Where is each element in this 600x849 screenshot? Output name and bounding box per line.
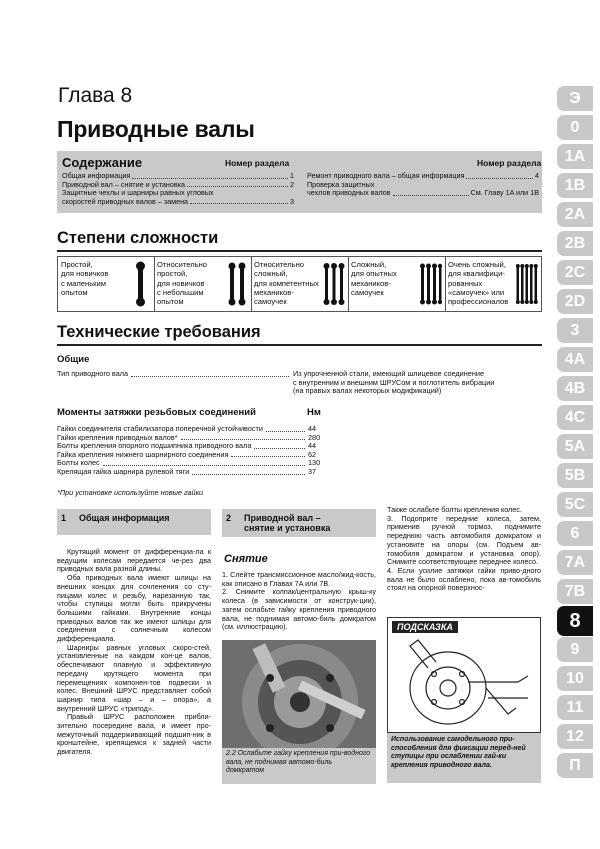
- toc-item[interactable]: скоростей приводных валов – замена 3: [62, 196, 294, 206]
- difficulty-level-5: Очень сложный, для квалифици- рованных «самоучек» или профессионалов: [445, 257, 541, 311]
- chapter-tab-11[interactable]: 11: [557, 695, 593, 720]
- spec-shaft-type: Тип приводного вала: [57, 370, 292, 379]
- torque-row: Гайки соединителя стабилизатора поперечной устойчивости 44: [57, 424, 317, 433]
- divider: [57, 250, 542, 252]
- chapter-tab-6[interactable]: 6: [557, 521, 593, 546]
- chapter-tab-2B[interactable]: 2B: [557, 231, 593, 256]
- section1-header: 1 Общая информация: [57, 509, 211, 535]
- chapter-tab-1B[interactable]: 1B: [557, 173, 593, 198]
- contents-section-label-right: Номер раздела: [477, 158, 542, 168]
- difficulty-level-2: Относительно простой, для новичков с небольшим опытом: [154, 257, 252, 311]
- spanner-icon: [420, 261, 442, 307]
- chapter-tab-5A[interactable]: 5A: [557, 434, 593, 459]
- contents-box: [57, 151, 542, 213]
- chapter-tab-8[interactable]: 8: [557, 606, 593, 636]
- photo-wheel-hub: [222, 640, 376, 748]
- torque-unit: Нм: [307, 407, 321, 418]
- chapter-label: Глава 8: [58, 84, 133, 107]
- chapter-tab-1A[interactable]: 1A: [557, 144, 593, 169]
- spanner-icon: [226, 261, 248, 307]
- specs-general-heading: Общие: [57, 354, 90, 365]
- toc-item[interactable]: Проверка защитных: [307, 179, 375, 189]
- toc-item[interactable]: Приводной вал – снятие и установка 2: [62, 179, 294, 189]
- torque-list: [57, 425, 332, 477]
- torque-footnote: *При установке используйте новые гайки: [57, 488, 204, 497]
- difficulty-level-4: Сложный, для опытных механиков- самоучек: [348, 257, 446, 311]
- torque-row: Гайка крепления нижнего шарнирного соединения 62: [57, 449, 317, 459]
- spanner-icon: [516, 261, 538, 307]
- torque-row: Болты колес 130: [57, 458, 321, 468]
- page-title: Приводные валы: [57, 116, 255, 142]
- chapter-tab-4B[interactable]: 4B: [557, 376, 593, 401]
- hint-figure: [387, 617, 541, 733]
- toc-item[interactable]: Ремонт приводного вала – общая информация 4: [307, 171, 539, 180]
- contents-left-list: [62, 172, 294, 206]
- col3-body: Также ослабьте болты крепления колес. 3. Подоприте передние колеса, затем, применив ручной тормоз, поднимите переднюю часть автомобиля домкратом и установите на опоры (см. Подъем ав-томобиля домкратом и установка опор). Снимите соответствующее переднее колесо. 4. Если усилие затяжки гайки приво-дного вала не было ослаблено, пока ав-томобиль стоял на опорной поверхнос-: [387, 505, 541, 593]
- chapter-tab-7A[interactable]: 7A: [557, 550, 593, 575]
- toc-item[interactable]: чехлов приводных валов См. Главу 1A или 1B: [307, 188, 539, 198]
- toc-item[interactable]: Общая информация 1: [62, 171, 294, 180]
- torque-row: Болты крепления опорного подшипника приводного вала 44: [57, 441, 317, 451]
- torque-row: Крепящая гайка шарнира рулевой тяги 37: [57, 466, 317, 476]
- specs-heading: Технические требования: [57, 323, 261, 341]
- chapter-tab-5B[interactable]: 5B: [557, 463, 593, 488]
- chapter-tab-5C[interactable]: 5C: [557, 492, 593, 517]
- difficulty-table: [57, 256, 542, 312]
- spanner-icon: [323, 261, 345, 307]
- chapter-tab-7B[interactable]: 7B: [557, 579, 593, 604]
- difficulty-heading: Степени сложности: [57, 229, 219, 247]
- hint-caption: Использование самодельного при-способления для фиксации перед-ней ступицы при ослаблении гай-ки крепления приводного вала.: [387, 733, 541, 783]
- hub-tool-drawing: [388, 618, 540, 732]
- chapter-tab-2D[interactable]: 2D: [557, 289, 593, 314]
- chapter-tab-3[interactable]: 3: [557, 318, 593, 343]
- chapter-tab-2C[interactable]: 2C: [557, 260, 593, 285]
- chapter-tab-10[interactable]: 10: [557, 666, 593, 691]
- chapter-tab-4C[interactable]: 4C: [557, 405, 593, 430]
- divider: [57, 344, 542, 346]
- chapter-tab-2A[interactable]: 2A: [557, 202, 593, 227]
- difficulty-level-1: Простой, для новичков с маленьким опытом: [58, 257, 155, 311]
- removal-heading: Снятие: [224, 553, 268, 565]
- contents-right-list: [307, 172, 539, 198]
- toc-item[interactable]: Защитные чехлы и шарниры равных угловых: [62, 188, 214, 198]
- spanner-icon: [129, 261, 151, 307]
- chapter-tab-П[interactable]: П: [557, 753, 593, 778]
- spec-shaft-type-value: Из упрочненной стали, имеющий шлицевое соединение с внутренним и внешним ШРУСом и поглотитель вибрации (на правых валах некоторых модификаций): [293, 369, 495, 396]
- hint-label: ПОДСКАЗКА: [392, 621, 458, 633]
- chapter-tab-0[interactable]: 0: [557, 115, 593, 140]
- section2-steps: 1. Слейте трансмиссионное масло/жид-кость, как описано в Главах 7A или 7B. 2. Снимите колпак/центральную крыш-ку колеса (в зависимости от конструк-ции), затем ослабьте гайку крепления приводного вала, не поднимая автомо-биль домкратом (см. иллюстрацию).: [222, 570, 376, 632]
- chapter-tab-9[interactable]: 9: [557, 637, 593, 662]
- chapter-tab-4A[interactable]: 4A: [557, 347, 593, 372]
- torque-row: Гайки крепления приводных валов* 280: [57, 432, 321, 442]
- chapter-tab-12[interactable]: 12: [557, 724, 593, 749]
- chapter-tab-Э[interactable]: Э: [557, 86, 593, 111]
- section2-header: 2 Приводной вал – снятие и установка: [222, 509, 376, 537]
- torque-heading: Моменты затяжки резьбовых соединений: [57, 407, 256, 418]
- contents-heading: Содержание: [62, 155, 143, 170]
- difficulty-level-3: Относительно сложный, для компетентных механиков- самоучек: [251, 257, 349, 311]
- section1-body: Крутящий момент от дифференциа-ла к ведущим колесам передается че-рез два приводных вала разной длины. Оба приводных вала имеют шлицы на внешних концах для сочленения со сту-пицами колес и резьбу, нарезанную так, чтобы ступицы могли быть прикручены большими гайками. Внутренние концы приводных валов так же имеют шлицы для соединения с солнечным колесом дифференциала. Шарниры равных угловых скоро-стей, установленные на каждом кон-це валов, обеспечивают плавную и эффективную передачу крутящего момента при перемещениях компонен-тов подвески и колес. Внешний ШРУС представляет собой шарнир типа «шар – и – опора», а внутренний ШРУС «трипод». Правый ШРУС расположен прибли-зительно посередине вала, и имеет про-межуточный поддерживающий подшип-ник в кронштейне, крепящемся к задней части двигателя.: [57, 547, 211, 757]
- photo-caption: 2.2 Ослабьте гайку крепления при-водного вала, не поднимая автомо-биль домкратом: [222, 748, 376, 784]
- contents-section-label-left: Номер раздела: [225, 158, 290, 168]
